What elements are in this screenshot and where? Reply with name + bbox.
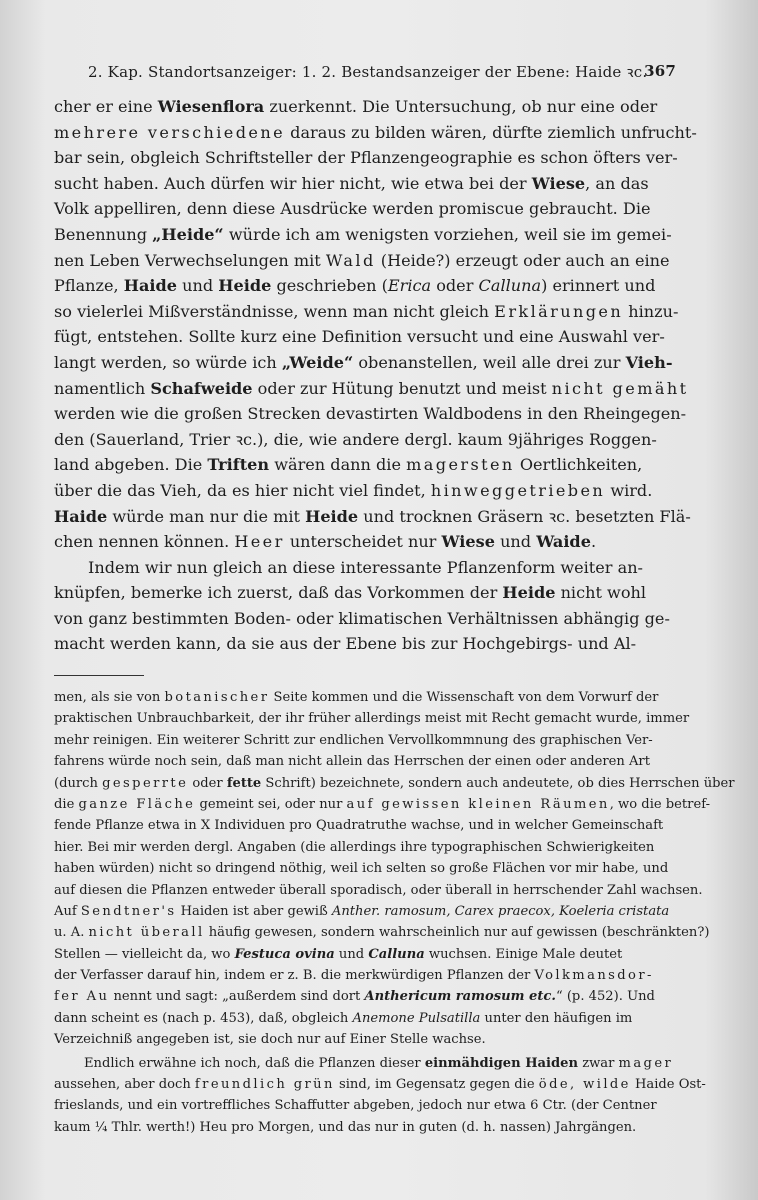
spaced-term: mager [618, 1055, 674, 1071]
spaced-term: mehrere verschiedene [54, 122, 286, 142]
text-span: Indem wir nun gleich an diese interessante Pflanzenform weiter an- [88, 557, 643, 577]
bold-term: Haide [54, 506, 108, 526]
text-span: Volk appelliren, denn diese Ausdrücke werden promiscue gebraucht. Die [54, 199, 651, 219]
footnote-rule [54, 675, 144, 676]
text-line [54, 350, 680, 376]
page-number: 367 [644, 62, 676, 80]
page-header [88, 62, 676, 86]
text-line [54, 555, 680, 581]
spaced-term: Heer [234, 532, 285, 552]
text-line [54, 196, 680, 222]
text-span: “ (p. 452). Und [555, 989, 655, 1005]
text-span: auf diesen die Pflanzen entweder überall sporadisch, oder überall in herrschender Zahl wachsen. [54, 882, 703, 898]
text-span: wird. [605, 480, 653, 500]
footnote-line [54, 730, 680, 751]
text-span: fende Pflanze etwa in X Individuen pro Quadratruthe wachse, und in welcher Gemeinschaft [54, 818, 664, 834]
text-span: sucht haben. Auch dürfen wir hier nicht, wie etwa bei der [54, 173, 532, 193]
text-span: u. A. [54, 925, 89, 941]
text-span: Seite kommen und die Wissenschaft von dem Vorwurf der [269, 690, 659, 705]
footnote-line [54, 1053, 680, 1074]
running-title: 2. Kap. Standortsanzeiger: 1. 2. Bestandsanzeiger der Ebene: Haide ꝛc. [88, 63, 648, 81]
text-span: zuerkennt. Die Untersuchung, ob nur eine oder [264, 97, 658, 116]
text-line [54, 324, 680, 350]
spaced-term: hinweggetrieben [430, 480, 606, 500]
text-span: namentlich [54, 378, 151, 398]
text-span: knüpfen, bemerke ich zuerst, daß das Vorkommen der [54, 583, 503, 603]
text-span: oder [431, 276, 479, 296]
text-span: häufig gewesen, sondern wahrscheinlich nur auf gewissen (beschränkten?) [204, 925, 710, 941]
spaced-term: ganze Fläche [78, 796, 196, 812]
footnote-line [54, 1008, 680, 1029]
text-span: daraus zu bilden wären, dürfte ziemlich unfrucht- [285, 122, 697, 142]
bold-term: Wiese [441, 532, 495, 552]
text-span: fügt, entstehen. Sollte kurz eine Definition versucht und eine Auswahl ver- [54, 327, 665, 347]
footnote-line [54, 1117, 680, 1138]
text-span: wuchsen. Einige Male deutet [424, 946, 623, 962]
text-span: würde man nur die mit [107, 506, 306, 526]
text-span: hinzu- [623, 301, 679, 321]
text-line [54, 222, 680, 248]
text-span: cher er eine [54, 97, 158, 116]
footnote-line [54, 986, 680, 1007]
text-span: und [177, 276, 219, 296]
footnote-line [54, 1095, 680, 1116]
spaced-term: nicht überall [88, 925, 205, 941]
text-span: hier. Bei mir werden dergl. Angaben (die allerdings ihre typographischen Schwierigkeiten [54, 839, 655, 855]
text-span: Oertlichkeiten, [514, 455, 643, 475]
text-span: würde ich am wenigsten vorziehen, weil sie im gemei- [223, 224, 672, 244]
text-line [54, 401, 687, 427]
footnote-line [54, 1029, 680, 1050]
text-span: (Heide?) erzeugt oder auch an eine [375, 250, 670, 270]
spaced-term: magersten [406, 455, 515, 475]
bold-term: „Heide“ [152, 224, 224, 244]
text-span: und [494, 532, 537, 552]
text-span: haben würden) nicht so dringend nöthig, weil ich selten so große Flächen vor mir habe, und [54, 861, 669, 877]
text-span: nen Leben Verwechselungen mit [54, 250, 326, 270]
text-span: Verzeichniß angegeben ist, sie doch nur auf Einer Stelle wachse. [54, 1032, 486, 1048]
bold-term: Triften [207, 455, 270, 475]
text-line [54, 376, 689, 402]
text-span: macht werden kann, da sie aus der Ebene bis zur Hochgebirgs- und Al- [54, 634, 637, 654]
text-span: nicht wohl [555, 583, 647, 603]
text-line [54, 273, 680, 299]
text-span: der einen oder anderen Art [464, 754, 650, 770]
text-span: land abgeben. Die [54, 455, 208, 475]
text-span: so vielerlei Mißverständnisse, wenn man nicht gleich [54, 301, 495, 321]
spaced-term: gesperrte [102, 775, 189, 791]
latin-term: Calluna [478, 276, 542, 296]
text-span: der Verfasser darauf hin, indem er z. B. die merkwürdigen Pflanzen der [54, 968, 535, 984]
text-span: unterscheidet nur [284, 532, 442, 552]
spaced-term: auf gewissen kleinen Räumen [346, 796, 610, 812]
text-span: unter den häufigen im [480, 1010, 633, 1026]
footnote-line [54, 794, 710, 815]
text-span: kaum ¼ Thlr. werth!) Heu pro Morgen, und das nur in guten (d. h. nassen) Jahrgängen. [54, 1119, 637, 1135]
spaced-term: botanischer [164, 690, 270, 705]
footnote-line [54, 901, 680, 922]
bold-term: Heide [218, 276, 272, 296]
text-span: chen nennen können. [54, 532, 235, 552]
latin-term: Calluna [368, 946, 425, 962]
text-span: nennt und sagt: „außerdem sind dort [109, 989, 365, 1005]
text-span: Haide Ost- [630, 1077, 706, 1093]
text-span: den (Sauerland, Trier ꝛc.), die, wie andere dergl. kaum 9jähriges Roggen- [54, 429, 657, 449]
text-span: bar sein, obgleich Schriftsteller der Pflanzengeographie es schon öfters ver- [54, 148, 678, 168]
text-span: (durch [54, 775, 103, 791]
bold-term: Heide [502, 583, 556, 603]
bold-term: Waide [536, 532, 591, 552]
text-line [54, 631, 680, 657]
text-line [54, 452, 680, 478]
footnote-line [54, 815, 680, 836]
text-line [54, 504, 691, 530]
text-span: Schrift) bezeichnete, sondern auch andeutete, ob dies Herrschen über [261, 775, 735, 791]
text-span: geschrieben ( [271, 276, 388, 296]
text-span: aussehen, aber doch [54, 1077, 195, 1093]
text-span: obenanstellen, weil alle drei zur [353, 352, 626, 372]
text-line [54, 171, 680, 197]
text-line [54, 606, 680, 632]
text-span: und [334, 946, 369, 962]
text-span: . [590, 532, 597, 552]
text-span: die [54, 796, 79, 812]
text-span: ) erinnert und [541, 276, 656, 296]
spaced-term: freundlich grün [194, 1077, 335, 1093]
footnote-line [54, 965, 680, 986]
spaced-term: öde, wilde [538, 1077, 631, 1093]
latin-term: Anther. ramosum, Carex praecox, Koeleria cristata [331, 903, 670, 919]
latin-term: Anthericum ramosum etc. [364, 989, 556, 1005]
text-span: men, als sie von [54, 690, 165, 705]
footnote-line [54, 837, 680, 858]
footnote-line [54, 880, 703, 901]
text-line [54, 248, 680, 274]
text-span: langt werden, so würde ich [54, 352, 282, 372]
spaced-term: Erklärungen [494, 301, 624, 321]
bold-term: Wiese [531, 173, 586, 193]
text-span: sind, im Gegensatz gegen die [334, 1077, 539, 1093]
bold-term: Wiesenflora [157, 97, 265, 116]
text-line [54, 299, 680, 325]
footnote-line [54, 858, 680, 879]
footnote-line [54, 944, 680, 965]
spaced-term: Wald [325, 250, 376, 270]
bold-term: einmähdigen Haiden [424, 1055, 579, 1071]
text-span: Herrschen [393, 754, 465, 770]
latin-term: Erica [387, 276, 432, 296]
text-span: und trocknen Gräsern ꝛc. besetzten Flä- [358, 506, 691, 526]
text-span: dann scheint es (nach p. 453), daß, obgleich [54, 1010, 353, 1026]
spaced-term: Sendtner's [80, 903, 177, 919]
latin-term: Anemone Pulsatilla [352, 1010, 481, 1026]
text-line [54, 478, 680, 504]
bold-term: Haide [123, 276, 178, 296]
footnote-line [54, 751, 680, 772]
text-span: von ganz bestimmten Boden- oder klimatischen Verhältnissen abhängig ge- [54, 608, 670, 628]
text-span: frieslands, und ein vortreffliches Schaffutter abgeben, jedoch nur etwa 6 Ctr. (der Centner [54, 1098, 657, 1114]
text-line [54, 580, 680, 606]
text-span: Auf [54, 903, 81, 919]
footnote-text [54, 687, 735, 1138]
text-line [54, 120, 697, 146]
text-span: Stellen — vielleicht da, wo [54, 946, 235, 962]
text-span: zwar [578, 1055, 619, 1071]
main-text [54, 94, 697, 657]
text-span: werden wie die großen Strecken devastirten Waldbodens in den Rheingegen- [54, 404, 687, 424]
footnote-line [54, 708, 690, 729]
text-line [54, 145, 680, 171]
text-line [54, 427, 680, 453]
text-span: Haiden ist aber gewiß [176, 903, 332, 919]
text-span: oder zur Hütung benutzt und meist [252, 378, 552, 398]
bold-term: „Weide“ [281, 352, 354, 372]
footnote-line [54, 687, 680, 708]
text-line [54, 529, 680, 555]
text-span: über die das Vieh, da es hier nicht viel findet, [54, 480, 431, 500]
text-span: gemeint sei, oder nur [195, 796, 347, 812]
spaced-term: Volkmansdor- [534, 968, 654, 984]
text-span: , an das [585, 173, 649, 193]
bold-term: Vieh- [625, 352, 673, 372]
text-span: Benennung [54, 224, 153, 244]
text-span: wären dann die [269, 455, 407, 475]
footnote-line [54, 1074, 706, 1095]
spaced-term: fer Au [54, 989, 110, 1005]
text-span: mehr reinigen. Ein weiterer Schritt zur endlichen Vervollkommnung des graphischen Ver- [54, 732, 653, 748]
bold-term: fette [226, 775, 262, 791]
text-span: Endlich erwähne ich noch, daß die Pflanzen dieser [84, 1055, 425, 1071]
text-span: , wo die betref- [609, 796, 710, 812]
latin-term: Festuca ovina [234, 946, 335, 962]
bold-term: Heide [305, 506, 359, 526]
text-span: oder [188, 775, 227, 791]
footnote-line [54, 922, 710, 943]
bold-term: Schafweide [150, 378, 253, 398]
text-line [54, 94, 680, 120]
text-span: Pflanze, [54, 276, 124, 296]
text-span: praktischen Unbrauchbarkeit, der ihr früher allerdings meist mit Recht gemacht wurde, immer [54, 711, 690, 727]
spaced-term: nicht gemäht [551, 378, 689, 398]
text-span: fahrens würde noch sein, daß man nicht allein das [54, 754, 394, 770]
footnote-line [54, 773, 735, 794]
